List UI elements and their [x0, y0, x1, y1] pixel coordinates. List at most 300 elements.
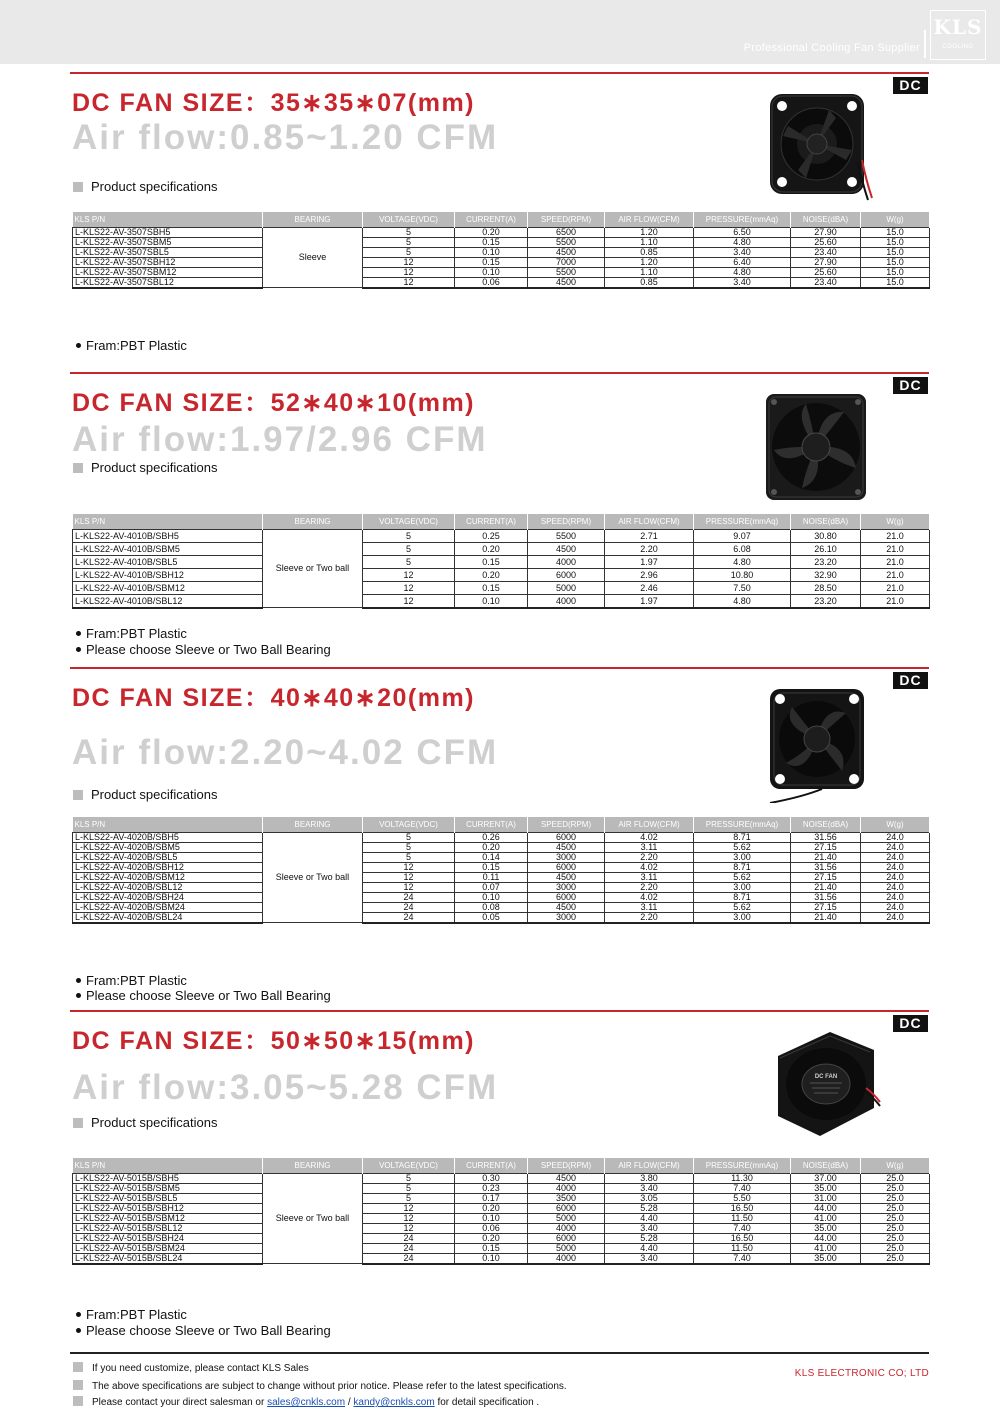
bullet-icon — [76, 343, 81, 348]
table-cell: 15.0 — [861, 277, 930, 288]
table-cell: 3.11 — [605, 902, 694, 912]
part-number: L-KLS22-AV-4020B/SBH24 — [73, 892, 263, 902]
table-cell: 5500 — [528, 267, 605, 277]
table-cell: 0.10 — [455, 267, 528, 277]
part-number: L-KLS22-AV-4020B/SBL12 — [73, 882, 263, 892]
table-header-row — [73, 1158, 930, 1173]
column-header: W(g) — [861, 1158, 930, 1173]
table-cell: 5 — [363, 529, 455, 542]
bearing-cell: Sleeve or Two ball — [263, 1173, 363, 1264]
table-row — [73, 1203, 930, 1213]
airflow-heading: Air flow:2.20~4.02 CFM — [72, 733, 499, 772]
part-number: L-KLS22-AV-3507SBM5 — [73, 237, 263, 247]
dc-badge: DC — [893, 672, 928, 689]
spec-table-4010 — [72, 514, 930, 609]
table-cell: 3.40 — [694, 247, 791, 257]
table-row — [73, 1183, 930, 1193]
spec-label-text: Product specifications — [91, 179, 218, 194]
table-row — [73, 1193, 930, 1203]
footer-divider — [70, 1352, 929, 1354]
column-header: SPEED(RPM) — [528, 514, 605, 529]
note-frame — [76, 1307, 187, 1322]
table-cell: 27.90 — [791, 227, 861, 237]
part-number: L-KLS22-AV-5015B/SBH12 — [73, 1203, 263, 1213]
table-cell: 5.62 — [694, 872, 791, 882]
square-bullet-icon — [73, 182, 83, 192]
table-cell: 5 — [363, 1193, 455, 1203]
table-cell: 25.0 — [861, 1203, 930, 1213]
table-cell: 4.02 — [605, 862, 694, 872]
table-cell: 15.0 — [861, 247, 930, 257]
kandy-email-link[interactable]: kandy@cnkls.com — [353, 1397, 435, 1408]
column-header: SPEED(RPM) — [528, 817, 605, 832]
table-cell: 3.11 — [605, 842, 694, 852]
table-cell: 15.0 — [861, 257, 930, 267]
part-number: L-KLS22-AV-5015B/SBM5 — [73, 1183, 263, 1193]
column-header: NOISE(dBA) — [791, 1158, 861, 1173]
table-cell: 0.85 — [605, 277, 694, 288]
fan-size-title: DC FAN SIZE：40∗40∗20(mm) — [72, 684, 475, 712]
table-cell: 3.80 — [605, 1173, 694, 1183]
part-number: L-KLS22-AV-4020B/SBM24 — [73, 902, 263, 912]
table-row — [73, 862, 930, 872]
product-spec-label — [73, 460, 217, 475]
bullet-icon — [76, 631, 81, 636]
table-cell: 6000 — [528, 892, 605, 902]
footer-note-customize — [73, 1362, 309, 1374]
table-row — [73, 594, 930, 608]
table-cell: 3000 — [528, 912, 605, 923]
part-number: L-KLS22-AV-4020B/SBL24 — [73, 912, 263, 923]
column-header: CURRENT(A) — [455, 514, 528, 529]
header-divider — [924, 30, 926, 58]
table-cell: 0.85 — [605, 247, 694, 257]
fan-5240-photo — [760, 388, 872, 506]
note-bearing — [76, 1323, 331, 1338]
product-spec-label — [73, 1115, 217, 1130]
table-cell: 4.80 — [694, 594, 791, 608]
bearing-cell: Sleeve or Two ball — [263, 529, 363, 608]
dc-badge: DC — [893, 77, 928, 94]
sales-email-link[interactable]: sales@cnkls.com — [267, 1397, 346, 1408]
table-cell: 1.20 — [605, 227, 694, 237]
spec-label-text: Product specifications — [91, 1115, 218, 1130]
table-cell: 25.0 — [861, 1253, 930, 1264]
table-cell: 24.0 — [861, 852, 930, 862]
part-number: L-KLS22-AV-3507SBL12 — [73, 277, 263, 288]
column-header: CURRENT(A) — [455, 212, 528, 227]
table-cell: 2.71 — [605, 529, 694, 542]
bullet-icon — [76, 993, 81, 998]
table-cell: 4000 — [528, 555, 605, 568]
table-row — [73, 568, 930, 581]
table-cell: 12 — [363, 267, 455, 277]
table-row — [73, 555, 930, 568]
airflow-heading: Air flow:3.05~5.28 CFM — [72, 1068, 499, 1107]
table-cell: 0.10 — [455, 1213, 528, 1223]
fan-5015-photo — [770, 1028, 882, 1146]
table-cell: 11.50 — [694, 1243, 791, 1253]
bullet-icon — [76, 1328, 81, 1333]
table-cell: 0.05 — [455, 912, 528, 923]
column-header: PRESSURE(mmAq) — [694, 212, 791, 227]
column-header: W(g) — [861, 514, 930, 529]
dc-badge: DC — [893, 1015, 928, 1032]
table-cell: 12 — [363, 882, 455, 892]
footer-text: The above specifications are subject to change without prior notice. Please refer to the latest specifications. — [92, 1381, 567, 1392]
table-cell: 5.62 — [694, 902, 791, 912]
part-number: L-KLS22-AV-3507SBM12 — [73, 267, 263, 277]
table-cell: 12 — [363, 1203, 455, 1213]
table-cell: 7.40 — [694, 1223, 791, 1233]
table-row — [73, 267, 930, 277]
table-cell: 12 — [363, 872, 455, 882]
table-cell: 24.0 — [861, 842, 930, 852]
column-header: BEARING — [263, 514, 363, 529]
spec-label-text: Product specifications — [91, 787, 218, 802]
part-number: L-KLS22-AV-5015B/SBH24 — [73, 1233, 263, 1243]
square-bullet-icon — [73, 790, 83, 800]
table-cell: 0.25 — [455, 529, 528, 542]
table-cell: 0.20 — [455, 568, 528, 581]
table-cell: 0.20 — [455, 542, 528, 555]
column-header: CURRENT(A) — [455, 817, 528, 832]
part-number: L-KLS22-AV-4020B/SBL5 — [73, 852, 263, 862]
part-number: L-KLS22-AV-4020B/SBM12 — [73, 872, 263, 882]
table-cell: 8.71 — [694, 862, 791, 872]
part-number: L-KLS22-AV-5015B/SBL12 — [73, 1223, 263, 1233]
bullet-icon — [76, 647, 81, 652]
table-cell: 6.50 — [694, 227, 791, 237]
part-number: L-KLS22-AV-4010B/SBH12 — [73, 568, 263, 581]
part-number: L-KLS22-AV-4010B/SBM5 — [73, 542, 263, 555]
table-row — [73, 1213, 930, 1223]
fan-label-text: DC FAN — [814, 1074, 838, 1080]
table-cell: 0.20 — [455, 1203, 528, 1213]
table-header-row — [73, 514, 930, 529]
column-header: W(g) — [861, 212, 930, 227]
table-cell: 7.40 — [694, 1253, 791, 1264]
table-cell: 4000 — [528, 1183, 605, 1193]
table-cell: 44.00 — [791, 1203, 861, 1213]
table-cell: 15.0 — [861, 267, 930, 277]
table-row — [73, 892, 930, 902]
table-cell: 3.11 — [605, 872, 694, 882]
logo-subtext: COOLING — [942, 44, 974, 50]
table-cell: 4500 — [528, 277, 605, 288]
table-cell: 0.15 — [455, 257, 528, 267]
fan-size-title: DC FAN SIZE：52∗40∗10(mm) — [72, 389, 475, 417]
table-cell: 41.00 — [791, 1213, 861, 1223]
company-name: KLS ELECTRONIC CO; LTD — [794, 1368, 929, 1379]
part-number: L-KLS22-AV-5015B/SBL5 — [73, 1193, 263, 1203]
fan-3507-photo — [766, 90, 874, 202]
table-cell: 16.50 — [694, 1233, 791, 1243]
table-cell: 0.06 — [455, 277, 528, 288]
table-cell: 24.0 — [861, 912, 930, 923]
table-cell: 2.20 — [605, 542, 694, 555]
column-header: AIR FLOW(CFM) — [605, 212, 694, 227]
table-cell: 24.0 — [861, 862, 930, 872]
table-cell: 5500 — [528, 237, 605, 247]
square-bullet-icon — [73, 463, 83, 473]
table-cell: 11.30 — [694, 1173, 791, 1183]
table-cell: 5 — [363, 852, 455, 862]
table-cell: 31.56 — [791, 862, 861, 872]
column-header: KLS P/N — [73, 212, 263, 227]
table-cell: 2.20 — [605, 882, 694, 892]
table-cell: 3.05 — [605, 1193, 694, 1203]
table-cell: 37.00 — [791, 1173, 861, 1183]
table-cell: 3000 — [528, 852, 605, 862]
table-cell: 31.56 — [791, 832, 861, 842]
table-cell: 24.0 — [861, 832, 930, 842]
table-cell: 7.40 — [694, 1183, 791, 1193]
table-cell: 1.20 — [605, 257, 694, 267]
table-cell: 27.15 — [791, 872, 861, 882]
table-cell: 26.10 — [791, 542, 861, 555]
table-cell: 10.80 — [694, 568, 791, 581]
spec-label-text: Product specifications — [91, 460, 218, 475]
part-number: L-KLS22-AV-5015B/SBL24 — [73, 1253, 263, 1264]
table-cell: 5.28 — [605, 1233, 694, 1243]
table-cell: 30.80 — [791, 529, 861, 542]
table-cell: 35.00 — [791, 1253, 861, 1264]
table-cell: 1.97 — [605, 594, 694, 608]
table-cell: 5 — [363, 227, 455, 237]
email-separator: / — [347, 1397, 351, 1408]
table-cell: 5.62 — [694, 842, 791, 852]
column-header: AIR FLOW(CFM) — [605, 817, 694, 832]
product-spec-label — [73, 787, 217, 802]
table-cell: 5 — [363, 555, 455, 568]
column-header: KLS P/N — [73, 514, 263, 529]
table-cell: 0.06 — [455, 1223, 528, 1233]
table-cell: 6000 — [528, 568, 605, 581]
part-number: L-KLS22-AV-5015B/SBM12 — [73, 1213, 263, 1223]
column-header: VOLTAGE(VDC) — [363, 514, 455, 529]
table-cell: 21.0 — [861, 542, 930, 555]
column-header: PRESSURE(mmAq) — [694, 1158, 791, 1173]
column-header: VOLTAGE(VDC) — [363, 817, 455, 832]
square-bullet-icon — [73, 1380, 83, 1390]
part-number: L-KLS22-AV-3507SBL5 — [73, 247, 263, 257]
column-header: KLS P/N — [73, 1158, 263, 1173]
table-cell: 3.00 — [694, 852, 791, 862]
table-cell: 23.20 — [791, 555, 861, 568]
table-cell: 24 — [363, 1233, 455, 1243]
table-cell: 6.08 — [694, 542, 791, 555]
table-cell: 5.28 — [605, 1203, 694, 1213]
table-cell: 16.50 — [694, 1203, 791, 1213]
table-cell: 5 — [363, 247, 455, 257]
column-header: AIR FLOW(CFM) — [605, 514, 694, 529]
kls-logo — [930, 10, 986, 60]
bullet-icon — [76, 978, 81, 983]
footer-text: Please contact your direct salesman or — [92, 1397, 265, 1408]
table-cell: 4.80 — [694, 555, 791, 568]
column-header: SPEED(RPM) — [528, 212, 605, 227]
column-header: NOISE(dBA) — [791, 212, 861, 227]
square-bullet-icon — [73, 1362, 83, 1372]
table-cell: 3.40 — [605, 1253, 694, 1264]
table-cell: 2.20 — [605, 852, 694, 862]
table-cell: 3000 — [528, 882, 605, 892]
table-cell: 0.23 — [455, 1183, 528, 1193]
table-row — [73, 277, 930, 288]
table-cell: 4000 — [528, 594, 605, 608]
bearing-cell: Sleeve or Two ball — [263, 832, 363, 923]
table-cell: 5000 — [528, 1243, 605, 1253]
table-cell: 6000 — [528, 832, 605, 842]
square-bullet-icon — [73, 1118, 83, 1128]
table-row — [73, 1253, 930, 1264]
table-cell: 1.10 — [605, 267, 694, 277]
table-cell: 4.02 — [605, 832, 694, 842]
table-cell: 7.50 — [694, 581, 791, 594]
table-cell: 25.0 — [861, 1243, 930, 1253]
note-text: Fram:PBT Plastic — [86, 973, 187, 988]
part-number: L-KLS22-AV-4010B/SBM12 — [73, 581, 263, 594]
table-cell: 6000 — [528, 862, 605, 872]
table-cell: 0.20 — [455, 227, 528, 237]
table-cell: 0.20 — [455, 842, 528, 852]
dc-badge: DC — [893, 377, 928, 394]
table-cell: 25.0 — [861, 1183, 930, 1193]
table-cell: 0.10 — [455, 1253, 528, 1264]
table-row — [73, 832, 930, 842]
table-cell: 4000 — [528, 1223, 605, 1233]
page-header — [0, 0, 1000, 64]
table-cell: 4500 — [528, 902, 605, 912]
table-cell: 5000 — [528, 581, 605, 594]
note-text: Fram:PBT Plastic — [86, 1307, 187, 1322]
table-row — [73, 227, 930, 237]
table-cell: 24.0 — [861, 892, 930, 902]
product-spec-label — [73, 179, 217, 194]
table-cell: 6.40 — [694, 257, 791, 267]
column-header: AIR FLOW(CFM) — [605, 1158, 694, 1173]
table-cell: 3.40 — [605, 1223, 694, 1233]
table-row — [73, 902, 930, 912]
part-number: L-KLS22-AV-4020B/SBH5 — [73, 832, 263, 842]
table-cell: 4500 — [528, 1173, 605, 1183]
table-cell: 12 — [363, 594, 455, 608]
table-cell: 24 — [363, 912, 455, 923]
part-number: L-KLS22-AV-4020B/SBM5 — [73, 842, 263, 852]
table-cell: 0.26 — [455, 832, 528, 842]
table-cell: 0.15 — [455, 237, 528, 247]
table-row — [73, 1233, 930, 1243]
table-cell: 6000 — [528, 1203, 605, 1213]
part-number: L-KLS22-AV-4010B/SBH5 — [73, 529, 263, 542]
table-cell: 31.56 — [791, 892, 861, 902]
table-cell: 28.50 — [791, 581, 861, 594]
table-cell: 1.10 — [605, 237, 694, 247]
table-cell: 5 — [363, 237, 455, 247]
section-divider — [70, 372, 929, 374]
table-cell: 2.46 — [605, 581, 694, 594]
table-row — [73, 247, 930, 257]
column-header: VOLTAGE(VDC) — [363, 212, 455, 227]
table-cell: 12 — [363, 1213, 455, 1223]
table-cell: 24.0 — [861, 902, 930, 912]
bearing-cell: Sleeve — [263, 227, 363, 288]
table-cell: 35.00 — [791, 1183, 861, 1193]
table-cell: 21.0 — [861, 594, 930, 608]
table-cell: 8.71 — [694, 832, 791, 842]
table-cell: 3.00 — [694, 882, 791, 892]
table-cell: 25.60 — [791, 267, 861, 277]
table-cell: 6000 — [528, 1233, 605, 1243]
table-cell: 0.15 — [455, 581, 528, 594]
table-cell: 15.0 — [861, 237, 930, 247]
section-divider — [70, 72, 929, 74]
bullet-icon — [76, 1312, 81, 1317]
table-cell: 21.0 — [861, 568, 930, 581]
column-header: KLS P/N — [73, 817, 263, 832]
table-cell: 4.80 — [694, 267, 791, 277]
column-header: W(g) — [861, 817, 930, 832]
table-cell: 0.15 — [455, 555, 528, 568]
table-cell: 4500 — [528, 247, 605, 257]
table-cell: 4500 — [528, 542, 605, 555]
note-frame — [76, 973, 187, 988]
table-cell: 21.40 — [791, 912, 861, 923]
table-cell: 2.20 — [605, 912, 694, 923]
table-cell: 23.20 — [791, 594, 861, 608]
table-cell: 15.0 — [861, 227, 930, 237]
table-row — [73, 581, 930, 594]
table-cell: 3500 — [528, 1193, 605, 1203]
part-number: L-KLS22-AV-4020B/SBH12 — [73, 862, 263, 872]
note-text: Fram:PBT Plastic — [86, 626, 187, 641]
table-cell: 24 — [363, 902, 455, 912]
table-cell: 5000 — [528, 1213, 605, 1223]
table-cell: 9.07 — [694, 529, 791, 542]
fan-size-title: DC FAN SIZE：35∗35∗07(mm) — [72, 89, 475, 117]
table-cell: 21.40 — [791, 852, 861, 862]
table-cell: 25.0 — [861, 1173, 930, 1183]
table-row — [73, 529, 930, 542]
column-header: VOLTAGE(VDC) — [363, 1158, 455, 1173]
table-cell: 11.50 — [694, 1213, 791, 1223]
table-cell: 21.0 — [861, 555, 930, 568]
table-cell: 0.10 — [455, 594, 528, 608]
table-row — [73, 237, 930, 247]
table-cell: 8.71 — [694, 892, 791, 902]
part-number: L-KLS22-AV-3507SBH12 — [73, 257, 263, 267]
part-number: L-KLS22-AV-4010B/SBL5 — [73, 555, 263, 568]
table-cell: 21.40 — [791, 882, 861, 892]
table-cell: 3.40 — [694, 277, 791, 288]
part-number: L-KLS22-AV-4010B/SBL12 — [73, 594, 263, 608]
column-header: NOISE(dBA) — [791, 817, 861, 832]
table-row — [73, 852, 930, 862]
table-cell: 0.14 — [455, 852, 528, 862]
note-text: Please choose Sleeve or Two Ball Bearing — [86, 988, 331, 1003]
table-row — [73, 882, 930, 892]
footer-note-contact — [73, 1396, 539, 1408]
table-cell: 6500 — [528, 227, 605, 237]
table-cell: 25.0 — [861, 1233, 930, 1243]
table-row — [73, 1243, 930, 1253]
header-tagline: Professional Cooling Fan Supplier — [743, 42, 920, 54]
table-row — [73, 1173, 930, 1183]
table-cell: 25.0 — [861, 1223, 930, 1233]
column-header: PRESSURE(mmAq) — [694, 817, 791, 832]
part-number: L-KLS22-AV-3507SBH5 — [73, 227, 263, 237]
